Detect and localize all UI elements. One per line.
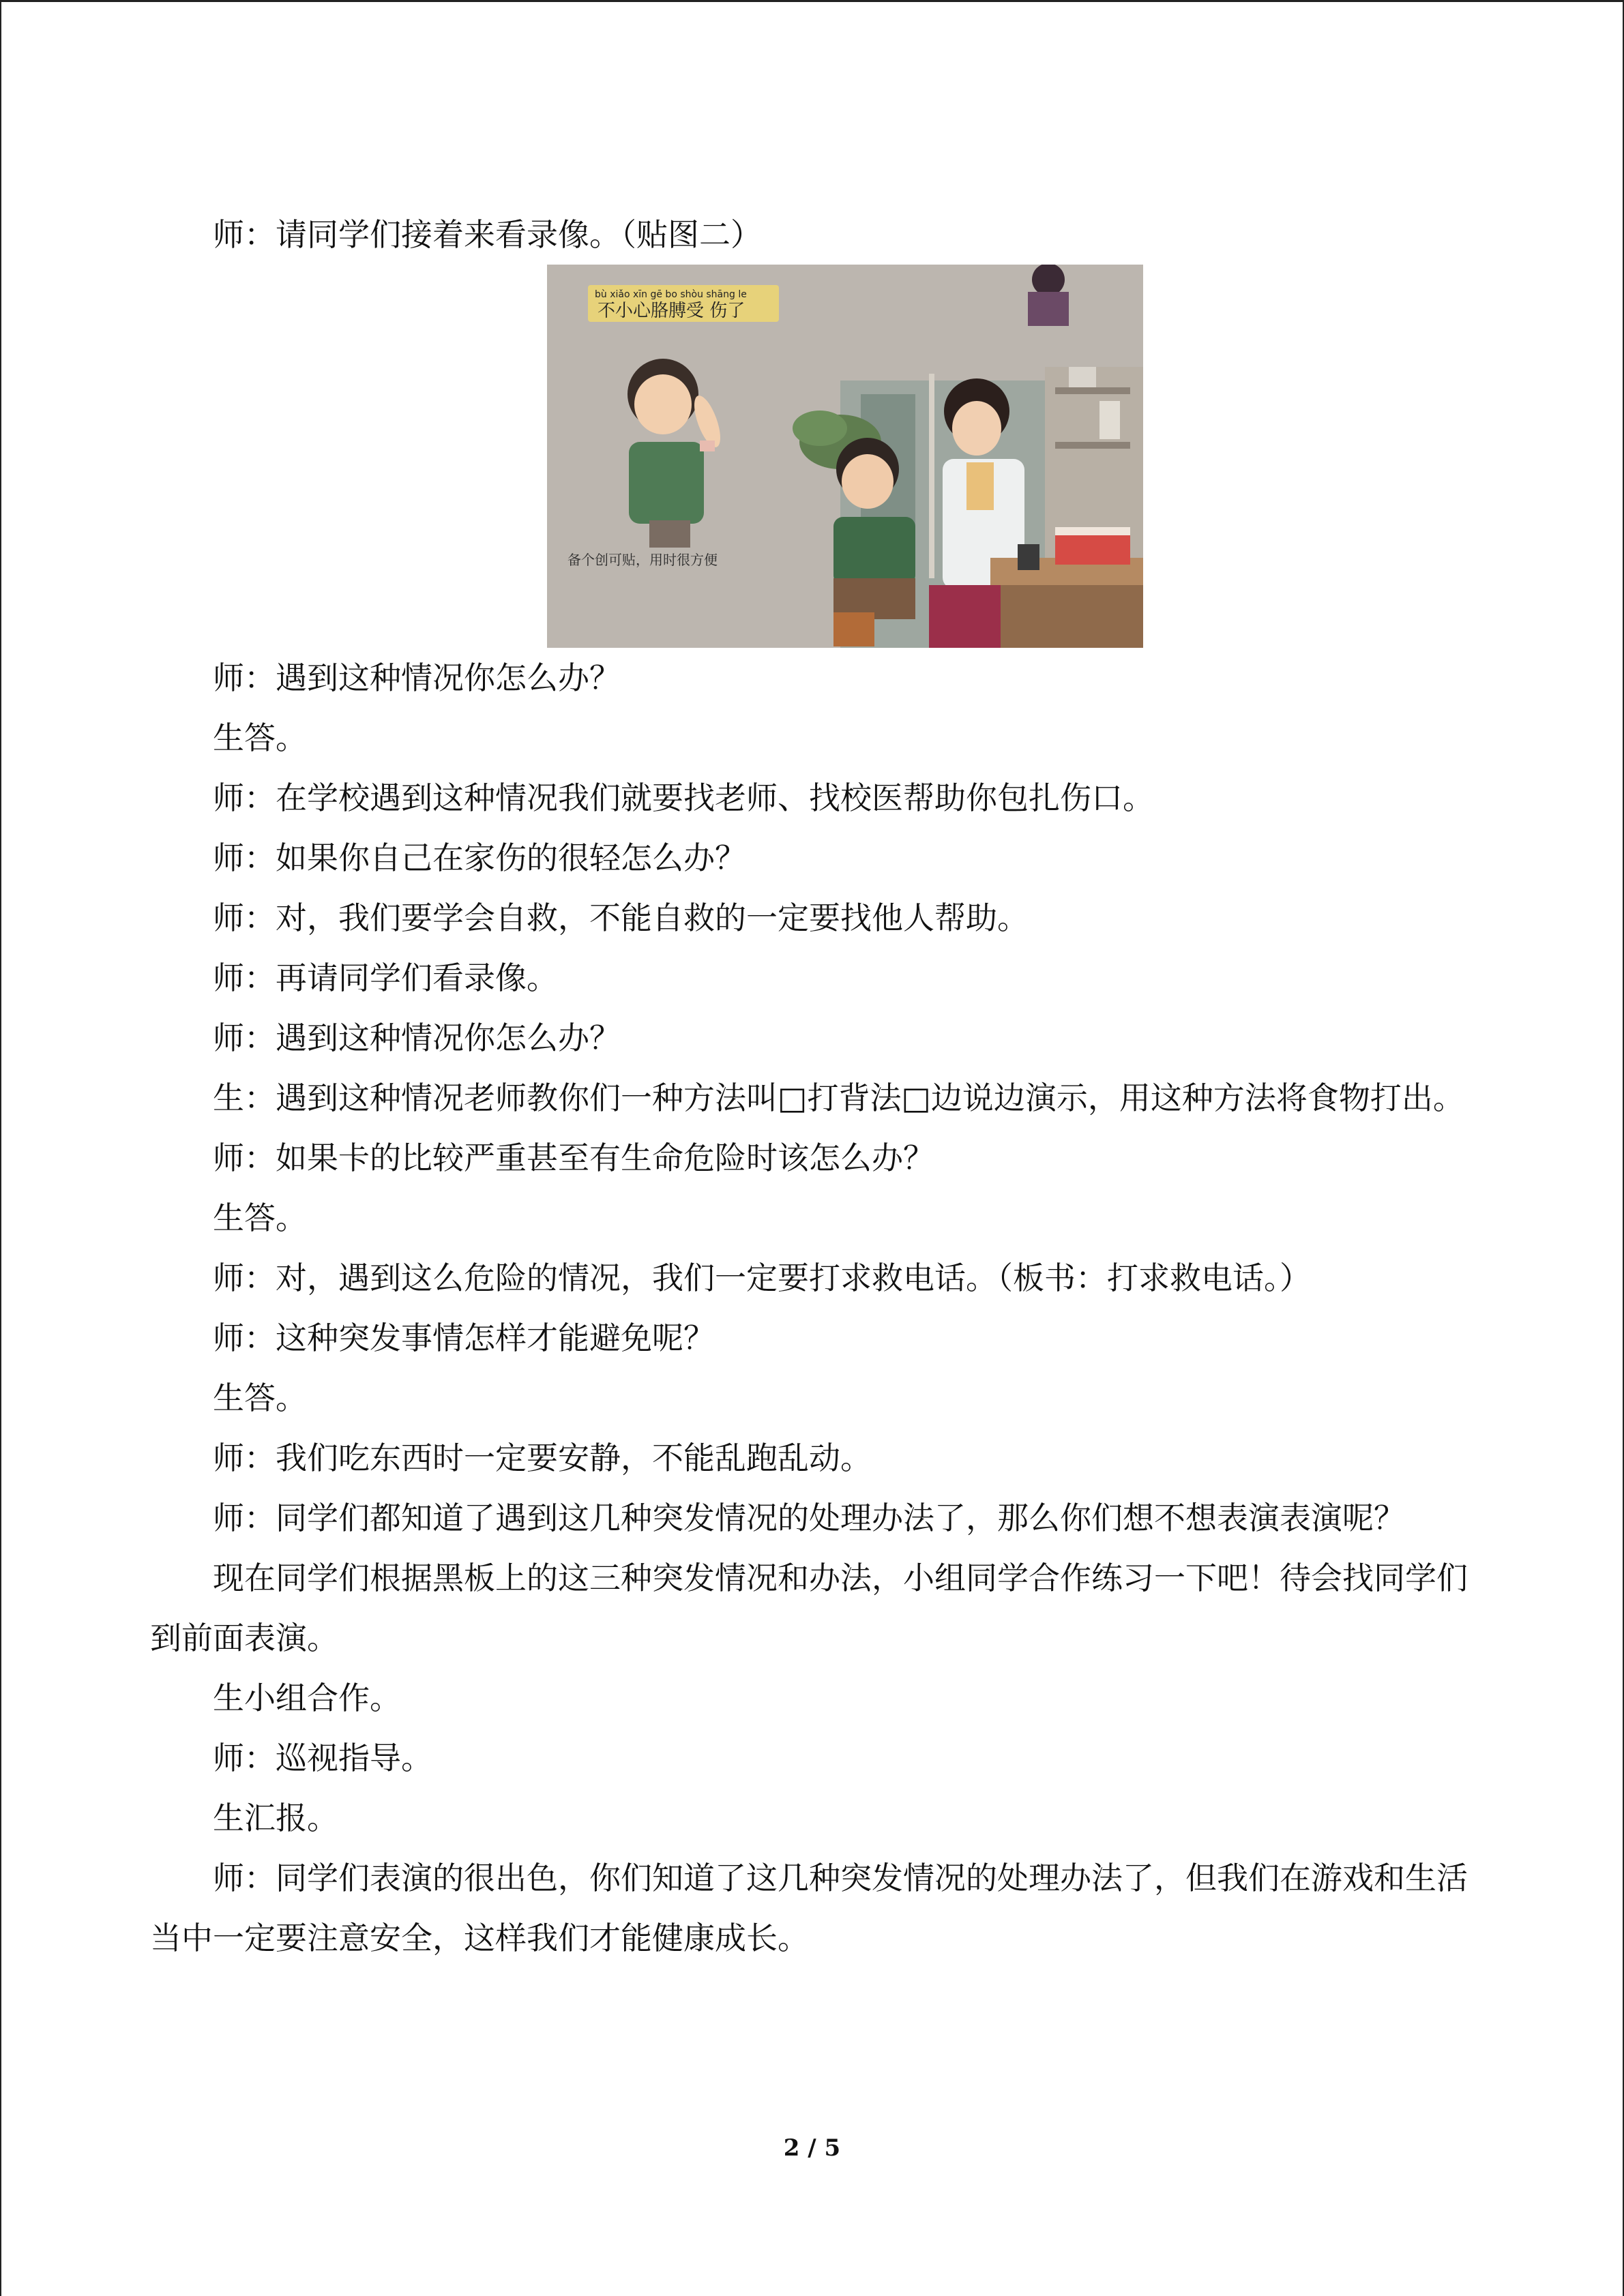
paragraph: 师：对，我们要学会自救，不能自救的一定要找他人帮助。 (213, 899, 1029, 936)
paragraph: 现在同学们根据黑板上的这三种突发情况和办法，小组同学合作练习一下吧！待会找同学们到前面表演。 (150, 1560, 1468, 1656)
illustration-image (547, 265, 1143, 648)
document-body (150, 205, 1473, 1968)
paragraph: 师：在学校遇到这种情况我们就要找老师、找校医帮助你包扎伤口。 (213, 779, 1154, 816)
paragraph: 师：请同学们接着来看录像。（贴图二） (213, 216, 762, 253)
paragraph: 生答。 (213, 719, 307, 756)
paragraph: 生答。 (213, 1380, 307, 1416)
paragraph: 师：巡视指导。 (213, 1740, 432, 1776)
paragraph: 生小组合作。 (213, 1680, 401, 1716)
paragraph: 生汇报。 (213, 1800, 338, 1836)
figure-caption: 不小心胳膊受 伤了 (597, 301, 745, 321)
paragraph: 师：同学们表演的很出色，你们知道了这几种突发情况的处理办法了，但我们在游戏和生活当中一定要注意安全，这样我们才能健康成长。 (150, 1860, 1468, 1956)
illustration-figure (547, 265, 1143, 648)
paragraph: 师：这种突发事情怎样才能避免呢？ (213, 1320, 715, 1356)
paragraph: 师：同学们都知道了遇到这几种突发情况的处理办法了，那么你们想不想表演表演呢？ (213, 1500, 1405, 1536)
figure-pinyin: bù xiǎo xīn gē bo shòu shāng le (595, 289, 747, 300)
paragraph: 师：对，遇到这么危险的情况，我们一定要打求救电话。（板书：打求救电话。） (213, 1259, 1311, 1296)
paragraph: 师：如果你自己在家伤的很轻怎么办？ (213, 839, 746, 876)
paragraph: 师：如果卡的比较严重甚至有生命危险时该怎么办？ (213, 1139, 934, 1176)
paragraph: 师：我们吃东西时一定要安静，不能乱跑乱动。 (213, 1440, 872, 1476)
figure-subcaption: 备个创可贴，用时很方便 (567, 552, 718, 568)
page-number: 2 / 5 (783, 2134, 841, 2162)
paragraph: 师：遇到这种情况你怎么办？ (213, 1019, 621, 1056)
paragraph: 生：遇到这种情况老师教你们一种方法叫□打背法□边说边演示，用这种方法将食物打出。 (213, 1079, 1464, 1116)
paragraph: 师：遇到这种情况你怎么办？ (213, 659, 621, 696)
paragraph: 师：再请同学们看录像。 (213, 959, 558, 996)
paragraph: 生答。 (213, 1199, 307, 1236)
